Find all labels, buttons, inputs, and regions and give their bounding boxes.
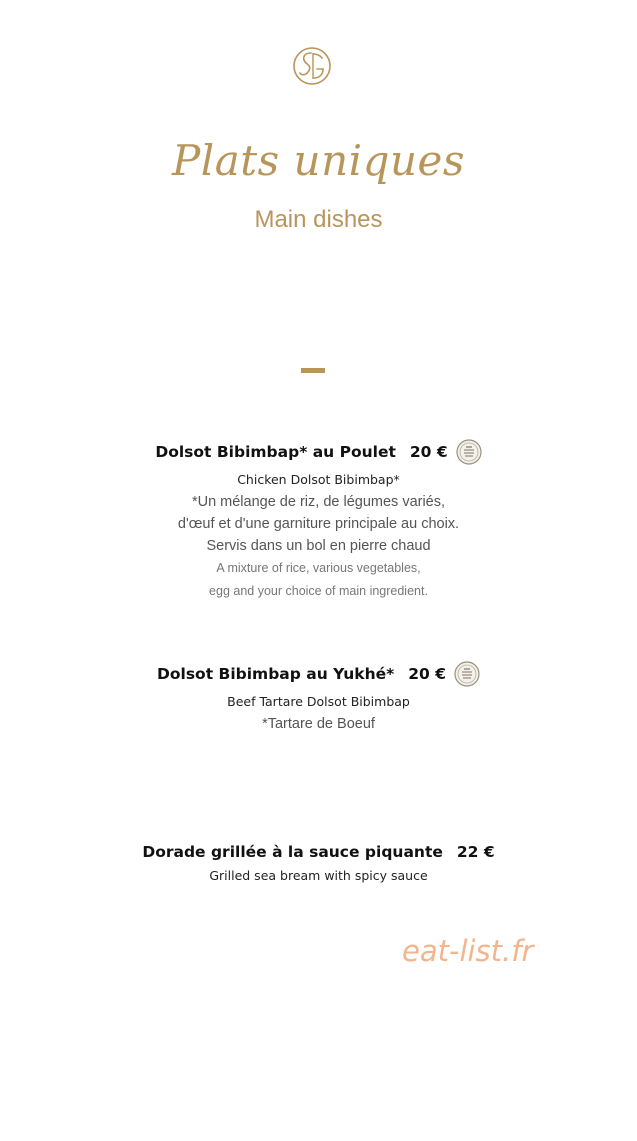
korean-origin-seal-icon <box>456 439 482 465</box>
dish-description-en: A mixture of rice, various vegetables, <box>216 561 421 575</box>
dish-description-fr: *Tartare de Boeuf <box>262 716 375 732</box>
dish-english-name: Beef Tartare Dolsot Bibimbap <box>227 694 410 709</box>
dish-price: 22 € <box>456 843 495 861</box>
korean-origin-seal-icon <box>454 661 480 687</box>
dish-description-fr: *Un mélange de riz, de légumes variés, <box>191 494 446 510</box>
section-divider <box>301 368 325 373</box>
dish-price: 20 € <box>408 665 446 683</box>
sg-monogram-icon <box>292 46 332 86</box>
menu-item-dish-2 <box>0 661 637 735</box>
dish-description-fr: Servis dans un bol en pierre chaud <box>206 538 431 554</box>
dish-name: Dolsot Bibimbap au Yukhé* <box>157 665 395 683</box>
dish-description-en: egg and your choice of main ingredient. <box>209 584 428 598</box>
page-title: Plats uniques <box>172 136 465 185</box>
page-subtitle: Main dishes <box>254 206 383 233</box>
dish-english-name: Grilled sea bream with spicy sauce <box>209 868 428 883</box>
dish-name: Dorade grillée à la sauce piquante <box>142 843 443 861</box>
menu-item-dish-3 <box>0 843 637 883</box>
dish-name: Dolsot Bibimbap* au Poulet <box>155 443 396 461</box>
menu-item-dish-1 <box>0 439 637 603</box>
dish-description-fr: d'œuf et d'une garniture principale au choix. <box>177 516 460 532</box>
dish-english-name: Chicken Dolsot Bibimbap* <box>237 472 400 487</box>
site-watermark: eat-list.fr <box>402 934 534 968</box>
dish-price: 20 € <box>409 443 448 461</box>
